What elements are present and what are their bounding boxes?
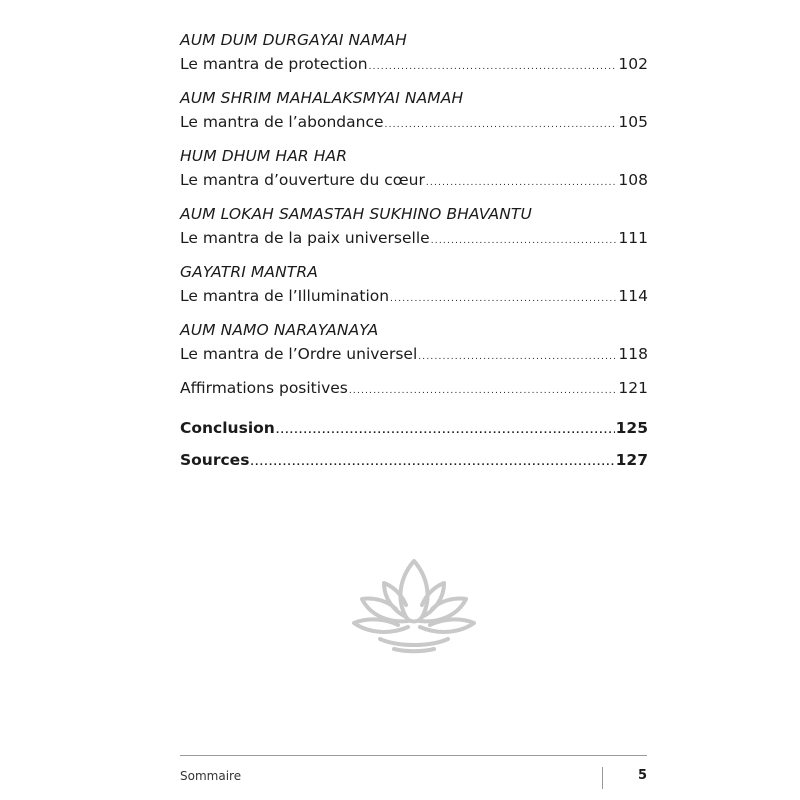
mantra-title: AUM NAMO NARAYANAYA	[180, 321, 379, 339]
toc-label: Affirmations positives	[180, 379, 348, 397]
toc-entry-illumination	[180, 260, 648, 308]
mantra-title: AUM LOKAH SAMASTAH SUKHINO BHAVANTU	[180, 205, 532, 223]
dot-leader	[418, 345, 617, 369]
toc-conclusion	[180, 416, 648, 440]
table-of-contents	[180, 28, 648, 400]
mantra-title: GAYATRI MANTRA	[180, 263, 318, 281]
mantra-title: AUM DUM DURGAYAI NAMAH	[180, 31, 407, 49]
toc-page-number: 121	[618, 379, 648, 397]
toc-label: Le mantra de l’abondance	[180, 113, 384, 131]
dot-leader	[431, 229, 618, 253]
toc-line[interactable]	[180, 110, 648, 134]
toc-sources	[180, 448, 648, 472]
toc-label: Le mantra de l’Illumination	[180, 287, 390, 305]
toc-entry-abondance	[180, 86, 648, 134]
toc-line-affirmations[interactable]	[180, 376, 648, 400]
toc-line[interactable]	[180, 284, 648, 308]
dot-leader	[349, 379, 618, 403]
toc-line-sources[interactable]	[180, 448, 648, 472]
toc-entry-coeur	[180, 144, 648, 192]
toc-page-number: 102	[618, 55, 648, 73]
toc-entry-ordre	[180, 318, 648, 366]
toc-line-conclusion[interactable]	[180, 416, 648, 440]
toc-label: Conclusion	[180, 419, 275, 437]
toc-label: Sources	[180, 451, 250, 469]
toc-line[interactable]	[180, 52, 648, 76]
toc-label: Le mantra d’ouverture du cœur	[180, 171, 425, 189]
toc-page-number: 118	[618, 345, 648, 363]
toc-label: Le mantra de l’Ordre universel	[180, 345, 418, 363]
footer-divider	[180, 755, 647, 756]
mantra-title: HUM DHUM HAR HAR	[180, 147, 348, 165]
toc-label: Le mantra de protection	[180, 55, 368, 73]
toc-page-number: 127	[615, 451, 648, 469]
toc-page-number: 111	[618, 229, 648, 247]
toc-line[interactable]	[180, 226, 648, 250]
toc-line[interactable]	[180, 168, 648, 192]
dot-leader	[250, 451, 614, 475]
toc-page-number: 125	[615, 419, 648, 437]
toc-entry-paix	[180, 202, 648, 250]
footer-separator	[602, 767, 603, 789]
toc-label: Le mantra de la paix universelle	[180, 229, 430, 247]
toc-entry-protection	[180, 28, 648, 76]
dot-leader	[276, 419, 615, 443]
dot-leader	[369, 55, 618, 79]
toc-page-number: 114	[618, 287, 648, 305]
toc-line[interactable]	[180, 342, 648, 366]
dot-leader	[385, 113, 618, 137]
mantra-title: AUM SHRIM MAHALAKSMYAI NAMAH	[180, 89, 464, 107]
footer-section-title: Sommaire	[180, 769, 242, 783]
toc-page-number: 105	[618, 113, 648, 131]
lotus-icon	[350, 555, 478, 655]
page-number: 5	[638, 768, 648, 783]
toc-page-number: 108	[618, 171, 648, 189]
dot-leader	[390, 287, 617, 311]
dot-leader	[426, 171, 618, 195]
